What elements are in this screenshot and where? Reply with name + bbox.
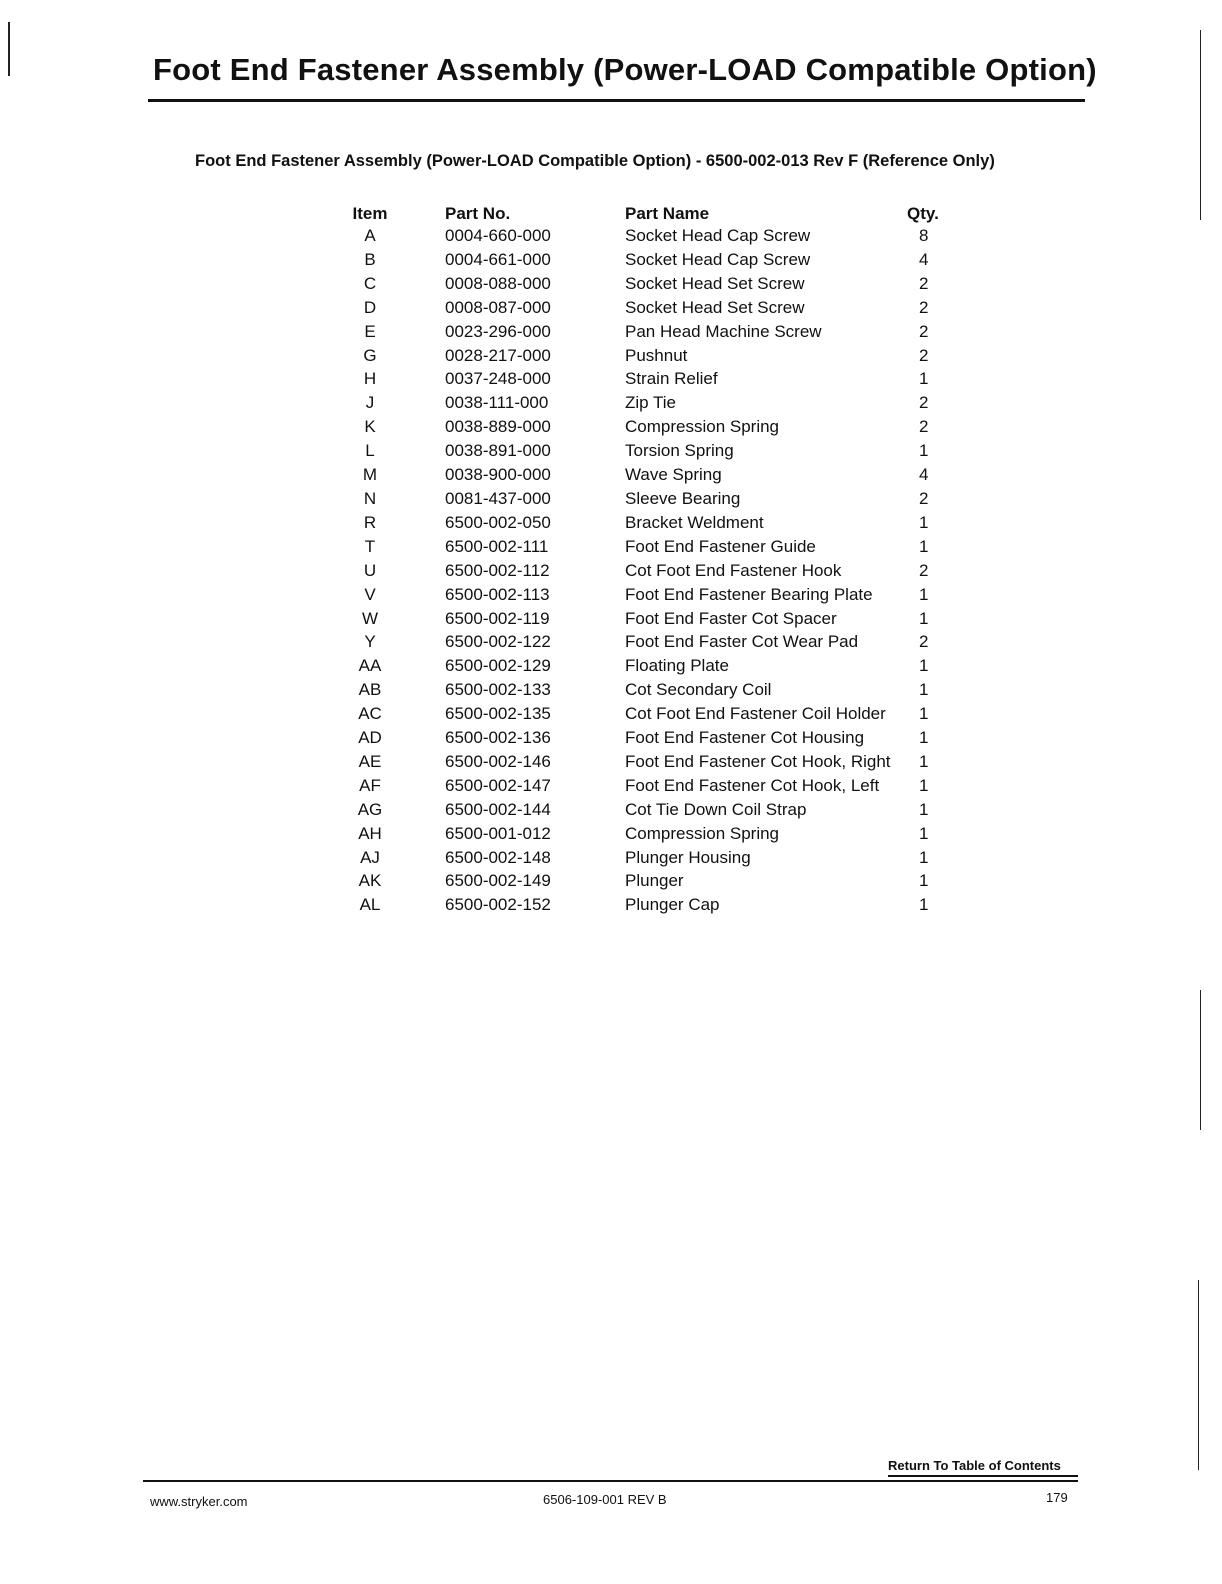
cell-qty: 1 (919, 656, 929, 676)
table-row (335, 607, 959, 631)
cell-part-no: 6500-002-113 (445, 584, 550, 604)
cell-part-no: 6500-002-144 (445, 799, 551, 819)
cell-qty: 2 (919, 560, 929, 580)
cell-part-no: 0038-900-000 (445, 465, 551, 485)
cell-qty: 2 (919, 321, 929, 341)
parts-table (335, 198, 959, 917)
cell-part-no: 0037-248-000 (445, 369, 551, 389)
cell-qty: 1 (919, 536, 929, 556)
cell-qty: 1 (919, 680, 929, 700)
cell-qty: 1 (919, 704, 929, 724)
table-row (335, 344, 959, 368)
cell-item: W (361, 608, 379, 628)
cell-part-name: Socket Head Set Screw (625, 297, 805, 317)
cell-item: R (363, 512, 377, 532)
table-row (335, 415, 959, 439)
scan-artifact-mark (8, 22, 10, 76)
cell-part-name: Compression Spring (625, 417, 780, 437)
cell-part-name: Zip Tie (625, 393, 677, 413)
cell-qty: 1 (919, 751, 929, 771)
cell-qty: 2 (919, 488, 929, 508)
cell-part-name: Foot End Fastener Cot Housing (625, 728, 865, 748)
cell-item: C (363, 273, 377, 293)
scan-artifact-mark (1200, 990, 1201, 1130)
table-row (335, 463, 959, 487)
table-row (335, 511, 959, 535)
parts-table-body (335, 224, 959, 917)
cell-qty: 1 (919, 823, 929, 843)
scan-artifact-mark (1200, 30, 1201, 220)
cell-qty: 1 (919, 512, 929, 532)
cell-item: E (364, 321, 376, 341)
table-row (335, 654, 959, 678)
return-link-underline (888, 1475, 1078, 1477)
table-row (335, 893, 959, 917)
cell-part-name: Pushnut (625, 345, 688, 365)
table-row (335, 678, 959, 702)
cell-part-name: Compression Spring (625, 823, 780, 843)
cell-item: AJ (360, 847, 380, 867)
cell-part-name: Cot Secondary Coil (625, 680, 772, 700)
table-row (335, 296, 959, 320)
table-row (335, 320, 959, 344)
cell-part-no: 6500-002-119 (445, 608, 550, 628)
cell-part-name: Plunger (625, 871, 684, 891)
cell-part-name: Floating Plate (625, 656, 729, 676)
table-row (335, 248, 959, 272)
cell-part-name: Strain Relief (625, 369, 718, 389)
cell-part-name: Socket Head Cap Screw (625, 249, 811, 269)
cell-part-name: Plunger Housing (625, 847, 751, 867)
cell-part-no: 6500-001-012 (445, 823, 551, 843)
cell-qty: 1 (919, 369, 929, 389)
cell-part-no: 6500-002-135 (445, 704, 551, 724)
cell-qty: 2 (919, 417, 929, 437)
cell-part-no: 6500-002-136 (445, 728, 551, 748)
table-row (335, 702, 959, 726)
cell-item: AL (359, 895, 381, 915)
cell-part-no: 6500-002-112 (445, 560, 550, 580)
cell-part-name: Wave Spring (625, 465, 722, 485)
cell-part-no: 6500-002-148 (445, 847, 551, 867)
table-row (335, 869, 959, 893)
cell-qty: 2 (919, 393, 929, 413)
scan-artifact-mark (1198, 1280, 1199, 1470)
table-row (335, 535, 959, 559)
cell-item: K (364, 417, 376, 437)
table-row (335, 726, 959, 750)
table-row (335, 559, 959, 583)
cell-part-no: 6500-002-149 (445, 871, 551, 891)
cell-item: G (363, 345, 377, 365)
header-qty: Qty. (907, 204, 939, 223)
cell-part-no: 0028-217-000 (445, 345, 551, 365)
cell-part-name: Foot End Fastener Cot Hook, Right (625, 751, 891, 771)
cell-item: AK (358, 871, 382, 891)
cell-part-no: 0004-661-000 (445, 249, 551, 269)
cell-part-no: 6500-002-111 (445, 536, 549, 556)
cell-qty: 1 (919, 775, 929, 795)
cell-qty: 2 (919, 273, 929, 293)
cell-part-no: 0081-437-000 (445, 488, 551, 508)
table-row (335, 630, 959, 654)
header-part-name: Part Name (625, 204, 710, 223)
header-item: Item (352, 204, 388, 223)
cell-part-name: Bracket Weldment (625, 512, 764, 532)
table-row (335, 439, 959, 463)
table-row (335, 391, 959, 415)
footer-website: www.stryker.com (150, 1494, 248, 1509)
cell-item: N (363, 488, 377, 508)
table-row (335, 583, 959, 607)
table-row (335, 272, 959, 296)
cell-item: AH (358, 823, 382, 843)
cell-item: AE (358, 751, 382, 771)
cell-qty: 1 (919, 584, 929, 604)
cell-part-no: 0023-296-000 (445, 321, 551, 341)
table-header-row (335, 198, 959, 224)
page-title: Foot End Fastener Assembly (Power-LOAD Compatible Option) (153, 52, 1097, 87)
cell-part-no: 6500-002-147 (445, 775, 551, 795)
cell-part-name: Sleeve Bearing (625, 488, 741, 508)
cell-qty: 1 (919, 871, 929, 891)
cell-item: B (364, 249, 376, 269)
cell-part-name: Torsion Spring (625, 441, 734, 461)
table-caption: Foot End Fastener Assembly (Power-LOAD Compatible Option) - 6500-002-013 Rev F (Reference Only) (195, 152, 995, 170)
cell-part-name: Cot Foot End Fastener Hook (625, 560, 842, 580)
cell-qty: 1 (919, 728, 929, 748)
cell-part-name: Socket Head Cap Screw (625, 226, 811, 245)
cell-part-name: Pan Head Machine Screw (625, 321, 822, 341)
cell-qty: 2 (919, 297, 929, 317)
cell-part-no: 0038-111-000 (445, 393, 549, 413)
cell-part-no: 6500-002-152 (445, 895, 551, 915)
cell-qty: 1 (919, 847, 929, 867)
cell-item: T (364, 536, 376, 556)
table-row (335, 774, 959, 798)
cell-part-name: Foot End Faster Cot Spacer (625, 608, 837, 628)
cell-qty: 1 (919, 608, 929, 628)
cell-part-name: Cot Foot End Fastener Coil Holder (625, 704, 886, 724)
cell-item: AA (358, 656, 382, 676)
cell-part-no: 0004-660-000 (445, 226, 551, 245)
cell-part-name: Socket Head Set Screw (625, 273, 805, 293)
cell-part-name: Foot End Fastener Bearing Plate (625, 584, 873, 604)
cell-qty: 1 (919, 799, 929, 819)
cell-item: AC (358, 704, 382, 724)
table-row (335, 224, 959, 248)
return-to-toc-link[interactable]: Return To Table of Contents (888, 1458, 1061, 1473)
cell-item: V (364, 584, 376, 604)
table-row (335, 798, 959, 822)
cell-item: AG (357, 799, 383, 819)
cell-qty: 2 (919, 345, 929, 365)
cell-item: A (364, 226, 376, 245)
cell-part-no: 6500-002-146 (445, 751, 551, 771)
cell-qty: 4 (919, 249, 929, 269)
cell-part-name: Foot End Fastener Cot Hook, Left (625, 775, 880, 795)
cell-qty: 1 (919, 895, 929, 915)
cell-qty: 2 (919, 632, 929, 652)
footer-divider (143, 1480, 1078, 1482)
cell-item: M (362, 465, 378, 485)
table-row (335, 487, 959, 511)
cell-item: H (363, 369, 377, 389)
header-part-no: Part No. (445, 204, 511, 223)
cell-qty: 8 (919, 226, 929, 245)
cell-part-name: Foot End Fastener Guide (625, 536, 816, 556)
cell-item: U (363, 560, 377, 580)
cell-part-no: 6500-002-050 (445, 512, 551, 532)
table-row (335, 846, 959, 870)
cell-part-no: 6500-002-122 (445, 632, 551, 652)
cell-qty: 1 (919, 441, 929, 461)
cell-item: AF (359, 775, 381, 795)
cell-item: Y (364, 632, 376, 652)
table-row (335, 367, 959, 391)
cell-item: J (365, 393, 375, 413)
cell-part-name: Plunger Cap (625, 895, 720, 915)
cell-item: D (363, 297, 377, 317)
cell-item: L (365, 441, 375, 461)
cell-part-no: 6500-002-129 (445, 656, 551, 676)
cell-item: AD (358, 728, 382, 748)
cell-part-no: 0008-088-000 (445, 273, 551, 293)
cell-part-name: Cot Tie Down Coil Strap (625, 799, 807, 819)
cell-qty: 4 (919, 465, 929, 485)
cell-part-no: 0008-087-000 (445, 297, 551, 317)
table-row (335, 750, 959, 774)
cell-item: AB (358, 680, 382, 700)
title-divider (148, 99, 1085, 102)
cell-part-name: Foot End Faster Cot Wear Pad (625, 632, 859, 652)
cell-part-no: 6500-002-133 (445, 680, 551, 700)
footer-document-number: 6506-109-001 REV B (543, 1492, 667, 1507)
footer-page-number: 179 (1046, 1490, 1068, 1505)
cell-part-no: 0038-891-000 (445, 441, 551, 461)
table-row (335, 822, 959, 846)
cell-part-no: 0038-889-000 (445, 417, 551, 437)
